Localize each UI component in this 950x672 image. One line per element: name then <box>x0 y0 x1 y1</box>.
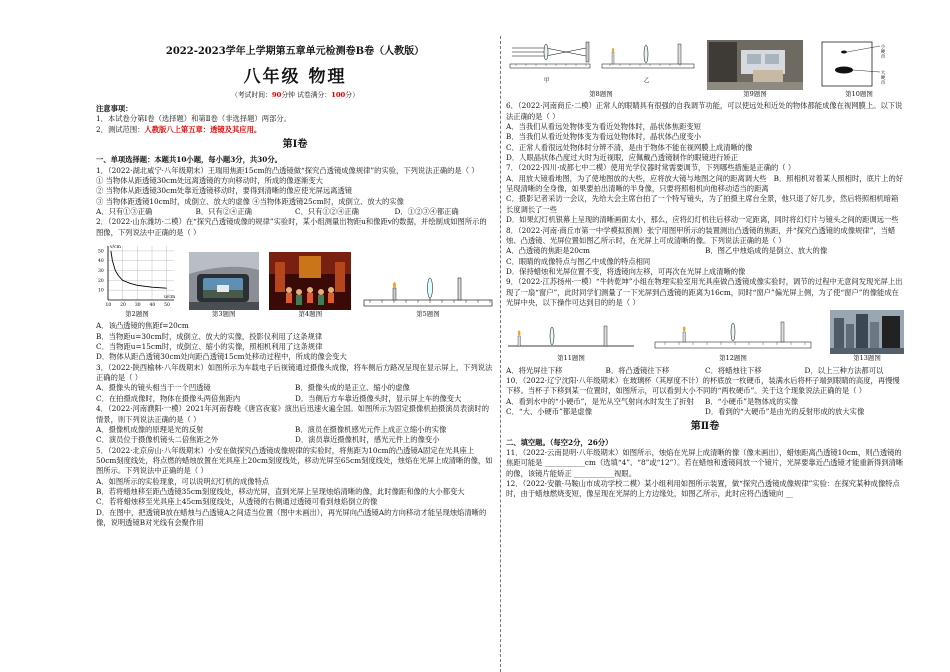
y-tick-label: 20 <box>98 278 104 284</box>
meta-suffix: 分） <box>345 91 359 100</box>
q3-option-d: D．当侧后方车靠近摄像头时，显示屏上车的像变大 <box>295 393 462 403</box>
q3-stem: 3．（2022·陕西榆林·八年级期末）如图所示为车载电子后视镜通过摄像头成像，将车侧后方路况呈现在显示屏上，下列说法正确的是（ ） <box>96 362 493 383</box>
fig-q10-label-big-coin: 大硬币 <box>879 70 885 85</box>
q1-option-a: A．只有①③正确 <box>96 207 153 217</box>
fig-q11-caption: 第11题图 <box>557 354 585 363</box>
q10-option-a: A．看到水中的“小硬币”，是光从空气射向水时发生了折射 <box>506 396 694 406</box>
q1-stem: 1．（2022·湖北咸宁·八年级期末）王瑞用焦距15cm的凸透镜做“探究凸透镜成像规律”的实验，下列说法正确的是（ ） <box>96 165 479 175</box>
q7-stem: 7．（2022·四川·成都七中二模）使用光学仪器时常需要调节，下列哪些措施是正确的（ ） <box>506 163 796 173</box>
fig-q8-caption: 第8题图 <box>589 90 613 98</box>
q9-option-d: D．以上三种方法都可以 <box>804 365 884 375</box>
city-reflection-photo <box>830 310 904 354</box>
meta-mid: 分钟 试卷满分： <box>281 91 332 100</box>
fig-q10-label-small-coin: 小硬币 <box>879 44 885 59</box>
fig-q8 <box>506 38 696 99</box>
q7-option-a-b <box>506 174 904 195</box>
fig-q5 <box>362 270 494 319</box>
part-two-title: 第Ⅱ卷 <box>690 421 720 433</box>
fig-q9-caption: 第9题图 <box>743 90 767 98</box>
fig-q9 <box>707 40 803 99</box>
optical-bench-q8 <box>506 38 696 90</box>
fig-q13-caption: 第13题图 <box>853 354 881 363</box>
test-scope: 人教版八上第五章：透镜及其应用。 <box>144 124 262 134</box>
figure-row-3 <box>506 310 904 363</box>
fig-q13 <box>830 310 904 363</box>
window-image-photo <box>707 40 803 90</box>
q8-option-a: A．凸透镜的焦距是20cm <box>506 246 590 256</box>
x-tick-label: 10 <box>105 303 112 309</box>
figure-row-1 <box>96 240 494 319</box>
q12-text: 12．（2022·安徽·马鞍山市成功学校二模）某小组利用如图所示装置，做“探究凸透镜成像规律”实验：在探究某种成像特点时，由于蜡烛燃烧变短，像呈现在光屏的上方边缘处，如图乙所示，此时应将凸透镜向 __ <box>506 479 900 499</box>
q4-option-b: B．演员在摄像机感光元件上成正立缩小的实像 <box>295 424 447 434</box>
q1-statement-1: ① 当物体从距透镜30cm处远离透镜的方向移动时，所成的像逐渐变大 <box>96 175 323 185</box>
x-axis-label: u/cm <box>164 295 176 301</box>
q5-option-d: D．在图中，把透镜B放在蜡烛与凸透镜A之间适当位置（图中未画出），再光屏向凸透镜A的方向移动才能呈现烛焰清晰的像，说明透镜B对光线有会聚作用 <box>96 507 487 528</box>
q10-option-c: C．“大、小硬币”都是虚像 <box>506 407 593 417</box>
q9-option-a: A．将光屏往下移 <box>506 365 563 375</box>
exam-meta <box>96 91 494 101</box>
q5-stem: 5．（2022·北京房山·八年级期末）小安在做探究凸透镜成像规律的实验时，将焦距为10cm的凸透镜A固定在光具座上50cm刻度线处，将点燃的蜡烛放置在光具座上20cm刻度线处，移动光屏至65cm刻度线处，烛焰在光屏上成清晰的像，如图所示。下列说法中正确的是（ ） <box>96 445 493 476</box>
q8-option-b: B．图乙中烛焰成的是倒立、放大的像 <box>705 246 828 256</box>
notes-heading: 注意事项： <box>96 103 133 113</box>
fig-q5-caption: 第5题图 <box>416 310 440 319</box>
q10-option-b: B．“小硬币”是物体成的实像 <box>705 396 799 406</box>
fig-q12-caption: 第12题图 <box>719 354 747 363</box>
fig-q4 <box>269 252 351 319</box>
q7-option-d: D．如果幻灯机银幕上呈现的清晰画面太小，那么，应将幻灯机往后移动一定距离，同时将幻灯片与镜头之间的距调远一些 <box>506 215 899 225</box>
uv-curve <box>111 251 167 288</box>
q3-options <box>96 383 494 404</box>
q6-option-c: C．正常人看很远处物体时分辨不清，是由于物体不能在视网膜上成清晰的像 <box>506 142 753 152</box>
exam-title: 2022-2023学年上学期第五章单元检测卷B卷（人教版） <box>165 46 425 57</box>
q4-option-d: D．演员靠近摄像机时，感光元件上的像变小 <box>295 435 440 445</box>
q6-option-d: D．人眼晶状体凸度过大时为近视眼，应佩戴凸透镜制作的眼镜进行矫正 <box>506 153 739 163</box>
column-divider <box>500 36 501 672</box>
exam-subject: 八年级 物理 <box>243 67 347 88</box>
q10-stem: 10．（2022·辽宁沈阳·八年级期末）在玻璃杯（其厚度不计）的杯底放一枚硬币，装满水后将杯子端到眼睛的高度，再慢慢下移。当杯子下移到某一位置时，如图所示，可以看到大小不同的“两枚硬币”。关于这个现象说法正确的是（ ） <box>506 375 900 396</box>
fig-q2-caption: 第2题图 <box>125 310 149 319</box>
fig-q8-label-yi: 乙 <box>644 78 650 84</box>
q5-option-b: B．若将蜡烛移至距凸透镜35cm刻度线处，移动光屏，直到光屏上呈现烛焰清晰的像，此时像距和像的大小都变大 <box>96 487 465 497</box>
chart-grid <box>108 246 174 300</box>
q2-option-d: D．物体从距凸透镜30cm处向距凸透镜15cm处移动过程中，所成的像会变大 <box>96 352 347 362</box>
q9-options <box>506 366 904 376</box>
fig-q8-label-jia: 甲 <box>544 78 550 84</box>
optical-bench-q5 <box>362 270 494 310</box>
fig-q12 <box>653 318 813 363</box>
q7-option-b: B．照相机对着某人照相时，底片上的好呈现清晰的全身像，如果要拍出清晰的半身像，只要将照相机向他移动适当的距离 <box>506 173 904 194</box>
q6-stem: 6．（2022·河南商丘·二模）正常人的眼睛具有很强的自我调节功能，可以使远处和近处的物体都能成像在视网膜上。以下说法正确的是（ ） <box>506 101 903 121</box>
q1-option-d: D．①②③④都正确 <box>394 207 459 217</box>
note-2-prefix: 2．测试范围： <box>96 124 145 134</box>
car-mirror-photo <box>189 252 259 310</box>
fig-q3 <box>189 252 259 319</box>
meta-prefix: （考试时间： <box>231 91 272 100</box>
fig-q2 <box>96 240 178 319</box>
q6-option-b: B．当我们从看近处物体变为看远处物体时，晶状体凸度变小 <box>506 132 702 142</box>
q10-option-d: D．看到的“大硬币”是由光的反射形成的放大实像 <box>705 407 865 417</box>
q1-statement-2: ② 当物体从距透镜30cm处靠近透镜移动时，要得到清晰的像应使光屏远离透镜 <box>96 186 353 196</box>
q4-options <box>96 425 494 446</box>
y-tick-label: 40 <box>98 259 104 265</box>
q10-options <box>506 397 904 418</box>
optical-bench-q11 <box>506 320 636 354</box>
q1-statement-3: ③ 当物体距透镜10cm时，成倒立、放大的虚像 ④当物体距透镜25cm时，成倒立、放大的实像 <box>96 196 404 206</box>
fig-q3-caption: 第3题图 <box>211 310 236 319</box>
right-column <box>506 0 904 500</box>
note-item-1: 1．本试卷分第Ⅰ卷（选择题）和第Ⅱ卷（非选择题）两部分。 <box>96 114 291 124</box>
exam-score: 100 <box>331 91 346 100</box>
section-two-heading: 二、填空题。（每空2分，26分） <box>506 437 613 447</box>
y-tick-label: 30 <box>98 269 104 275</box>
uv-chart <box>96 240 178 310</box>
q2-option-b: B．当物距u=30cm时，成倒立、放大的实像，投影仪利用了这条规律 <box>96 331 323 341</box>
q11-text: 11．（2022·云南昆明·八年级期末）如图所示，烛焰在光屏上成清晰的像（像未画出），蜡烛距离凸透镜10cm，则凸透镜的焦距可能是 ___________cm（选填“4”、“8”或“12”）。若在蜡烛和透镜间放一个镜片，光屏要靠近凸透镜才能重新得到清晰的像，该镜片能矫正 ___________视眼。 <box>506 447 904 478</box>
section-one-heading: 一、单项选择题：本题共10小题，每小题3分，共30分。 <box>96 155 282 165</box>
x-tick-label: 30 <box>134 303 141 309</box>
q3-option-c: C．在拍摄成像时，物体在摄像头两倍焦距内 <box>96 393 241 403</box>
x-tick-label: 20 <box>120 303 126 309</box>
q8-options <box>506 246 904 256</box>
q1-options <box>96 207 494 217</box>
y-axis-label: v/cm <box>110 245 121 251</box>
q9-option-c: C．将蜡烛往下移 <box>705 365 762 375</box>
q2-stem: 2．（2022·山东潍坊·二模）在“探究凸透镜成像的规律”实验时，某小组测量出物距u和像距v的数据，并绘制成如图所示的图像，下列说法中正确的是（ ） <box>96 217 487 237</box>
q1-option-c: C．只有①②④正确 <box>295 207 359 217</box>
q4-stem: 4．（2022·河南濮阳·一模）2021年河南春晚《唐宫夜宴》演出后迅速火遍全国。如图所示为固定摄像机拍摄演员表演时的情景，则下列说法正确的是（ ） <box>96 404 490 424</box>
q8-stem: 8．（2022·河南·商丘市第一中学模拟预测）张宁用图甲所示的装置测出凸透镜的焦距，并“探究凸透镜的成像规律”，当蜡烛、凸透镜、光屏位置如图乙所示时，在光屏上可成清晰的像。下列说法正确的是（ ） <box>506 225 896 245</box>
y-tick-label: 50 <box>98 249 104 255</box>
q2-option-c: C．当物距u=15cm时，成倒立、缩小的实像，照相机利用了这条规律 <box>96 342 323 352</box>
fig-q10-caption: 第10题图 <box>845 90 873 98</box>
x-tick-label: 50 <box>164 303 170 309</box>
q1-option-b: B．只有②④正确 <box>195 207 252 217</box>
chart-ticks <box>98 249 170 309</box>
y-tick-label: 10 <box>98 288 104 294</box>
q7-option-c: C．摄影记者采访一会议，先给大会主席台拍了一个特写镜头，为了拍摄主席台全景，他只退了好几步，然后将照相机暗箱长度调长了一些 <box>506 194 899 214</box>
q2-option-a: A．该凸透镜的焦距f=20cm <box>96 321 189 331</box>
coin-glass-diagram <box>814 36 904 90</box>
q3-option-b: B．摄像头成的是正立、缩小的虚像 <box>295 383 410 393</box>
q3-option-a: A．摄像头的镜头相当于一个凹透镜 <box>96 383 211 393</box>
q5-option-a: A．如图所示的实验现象，可以说明幻灯机的成像特点 <box>96 476 270 486</box>
x-tick-label: 40 <box>149 303 156 309</box>
part-one-title: 第Ⅰ卷 <box>282 139 308 151</box>
q7-option-a: A．用放大镜看地图，为了使地图放的大些，应将放大镜与地图之间的距离调大些 <box>506 173 767 183</box>
figure-row-2 <box>506 36 904 99</box>
q8-option-c: C．眼睛的成像特点与图乙中成像的特点相同 <box>506 256 651 266</box>
optical-bench-q12 <box>653 318 813 354</box>
fig-q4-caption: 第4题图 <box>298 310 323 319</box>
stage-performance-photo <box>269 252 351 310</box>
q5-option-c: C．若将蜡烛移至光具座上45cm刻度线处，从透镜的右侧通过透镜可看到烛焰倒立的像 <box>96 497 378 507</box>
q6-option-a: A．当我们从看远处物体变为看近处物体时，晶状体焦距变短 <box>506 121 701 131</box>
fig-q10 <box>814 36 904 99</box>
q4-option-c: C．演员位于摄像机镜头二倍焦距之外 <box>96 435 219 445</box>
note-item-2 <box>96 125 494 135</box>
q8-option-d: D．保持蜡烛和光屏位置不变，将透镜向左移，可再次在光屏上成清晰的像 <box>506 266 746 276</box>
exam-time: 90 <box>271 91 282 100</box>
q4-option-a: A．摄像机成像的原理是光的反射 <box>96 424 204 434</box>
q9-option-b: B．将凸透镜往下移 <box>605 365 670 375</box>
left-column <box>96 0 494 529</box>
q9-stem: 9．（2022·江苏扬州·一模）“牛转乾坤”小组在物理实验室用光具座做凸透镜成像实验时，调节的过程中无意间发现光屏上出现了一扇“窗户”，此时同学们测量了一下光屏到凸透镜的距离为16cm，同时“窗户”偏光屏上侧，为了使“窗户”的像能成在光屏中央，以下操作可达到目的的是（ ） <box>506 277 903 308</box>
fig-q11 <box>506 320 636 363</box>
